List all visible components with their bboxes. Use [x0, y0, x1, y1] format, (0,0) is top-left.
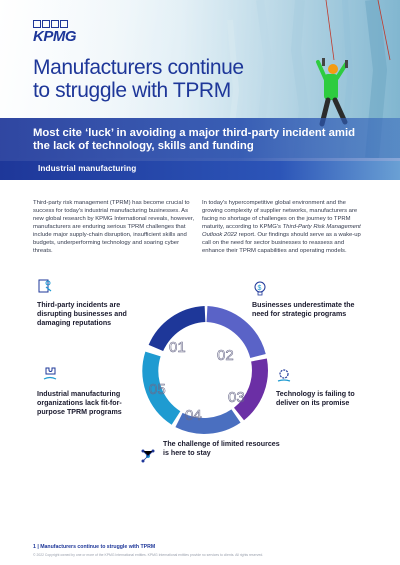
document-alert-icon: [37, 278, 53, 294]
item-lack-programs: Industrial manufacturing organizations lack fit-for-purpose TPRM programs: [37, 390, 122, 416]
dollar-lightbulb-icon: [252, 280, 268, 296]
footer-page-title: 1 | Manufacturers continue to struggle with TPRM: [33, 544, 156, 550]
puzzle-hand-icon: [42, 365, 58, 381]
item-third-party-incidents: Third-party incidents are disrupting businesses and damaging reputations: [37, 301, 127, 327]
item-businesses-underestimate: Businesses underestimate the need for strategic programs: [252, 301, 355, 318]
segment-label-05: 05: [149, 381, 166, 398]
network-person-icon: [140, 448, 156, 464]
item-limited-resources: The challenge of limited resources is here to stay: [163, 440, 280, 457]
kpmg-logo-boxes: [33, 20, 68, 28]
intro-left-paragraph: Third-party risk management (TPRM) has become crucial to success for today's industrial manufacturing businesses. As new global research by KPMG International reveals, however, manufacturers are enduring serious TPRM challenges that include major supply-chain disruption, insufficient skills and budgets, underperforming technology and soaring cyber threats.: [33, 200, 195, 255]
intro-right-paragraph: In today's hypercompetitive global environment and the growing complexity of supplier networks, manufacturers are facing no shortage of challenges on the journey to TPRM maturity, according to KPMG's Third-Party Risk Management Outlook 2022 report. Our findings should serve as a wake-up call on the need for sector businesses to reassess and enhance their TPRM capabilities and operating models.: [202, 200, 361, 255]
item-technology-failing: Technology is failing to deliver on its promise: [276, 390, 355, 407]
svg-text:$: $: [257, 285, 262, 292]
subtitle: Most cite ‘luck’ in avoiding a major third-party incident amid the lack of technology, skills and funding: [33, 127, 356, 152]
segment-label-04: 04: [185, 407, 202, 424]
segment-label-01: 01: [169, 339, 186, 356]
footer-copyright: © 2022 Copyright owned by one or more of the KPMG International entities. KPMG International entities provide no services to clients. All rights reserved.: [33, 553, 264, 557]
segment-label-03: 03: [228, 389, 245, 406]
page-title: Manufacturers continue to struggle with TPRM: [33, 56, 244, 102]
segment-label-02: 02: [217, 347, 234, 364]
section-label: Industrial manufacturing: [38, 164, 137, 173]
kpmg-logo: KPMG: [33, 28, 76, 45]
gear-hand-icon: [276, 368, 292, 384]
